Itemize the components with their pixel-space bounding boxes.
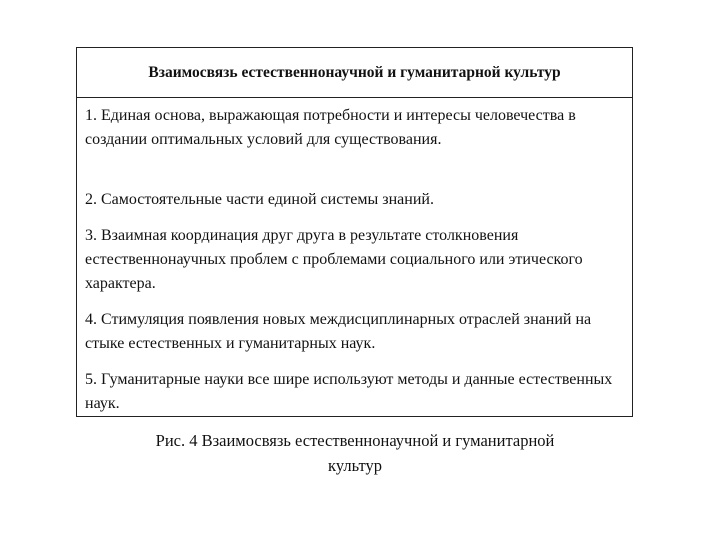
table-title: Взаимосвязь естественнонаучной и гуманитарной культур (77, 48, 632, 98)
relationship-table (76, 47, 633, 417)
table-item-2: 2. Самостоятельные части единой системы знаний. (85, 191, 434, 208)
table-item-3: 3. Взаимная координация друг друга в результате столкновения естественнонаучных проблем с проблемами социального или этического характера. (85, 227, 583, 292)
table-item-4: 4. Стимуляция появления новых междисциплинарных отраслей знаний на стыке естественных и гуманитарных наук. (85, 311, 592, 352)
table-item-1: 1. Единая основа, выражающая потребности и интересы человечества в создании оптимальных условий для существования. (85, 107, 576, 148)
table-item-5: 5. Гуманитарные науки все шире используют методы и данные естественных наук. (85, 371, 613, 412)
figure-caption: Рис. 4 Взаимосвязь естественнонаучной и гуманитарной культур (155, 431, 555, 475)
